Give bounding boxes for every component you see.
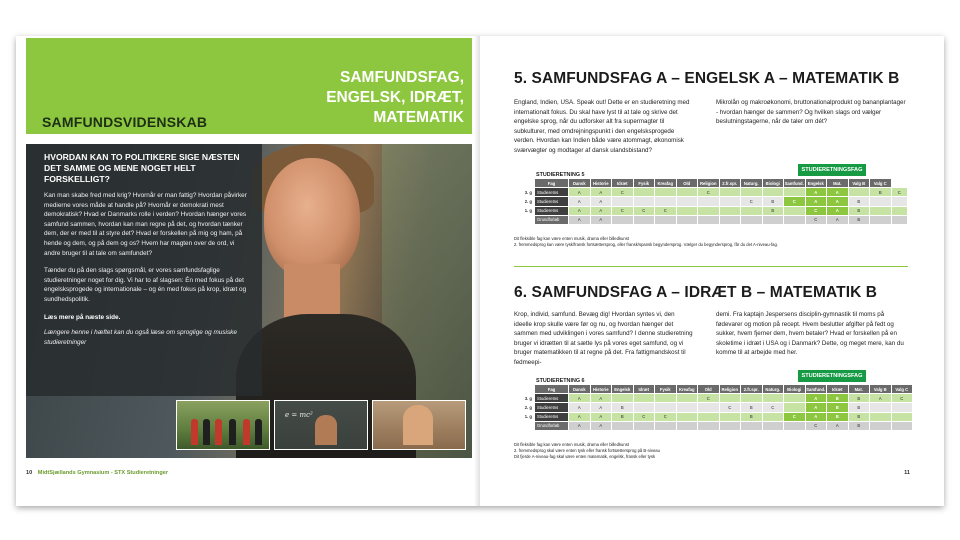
intro-text-box <box>26 144 262 396</box>
title-line: MATEMATIK <box>373 109 464 126</box>
column-header: Naturg. <box>741 179 763 188</box>
column-header: 2.fr.spr. <box>741 385 763 394</box>
table-cell <box>719 394 741 403</box>
table-cell <box>870 215 892 224</box>
row-field: Studieretns <box>535 188 569 197</box>
table-cell: A <box>569 215 591 224</box>
table-cell: C <box>741 197 763 206</box>
table-cell <box>719 206 741 215</box>
table-cell <box>870 421 892 430</box>
section5-column-1: England, Indien, USA. Speak out! Dette er en studieretning med internationalt fokus. Du skal have lyst til at tale og skrive det engelske sprog, når du udforsker alt fra supermagter til subkulturer, med omdrejningspunkt i den engelsksprogede verden. Hvordan kan Indien både være atommagt, økonomisk sværvægter og modtager af dansk ulandsbistand? <box>514 99 690 154</box>
table-cell <box>762 412 784 421</box>
table-note: 2. fremmedsprog skal være enten tysk eller fransk fortsættersprog på B-niveau <box>514 448 660 453</box>
table-cell: A <box>590 188 612 197</box>
column-header: Dansk <box>569 179 591 188</box>
column-header: Valg C <box>870 179 892 188</box>
table-cell <box>633 215 655 224</box>
table-cell: A <box>569 421 591 430</box>
table-cell <box>891 215 908 224</box>
table-cell <box>784 421 806 430</box>
table-cell <box>719 215 741 224</box>
table-cell: B <box>827 394 849 403</box>
table-cell: A <box>569 403 591 412</box>
table-cell <box>870 403 892 412</box>
table-note: Dit fleksible fag kan være enten musik, drama eller billedkunst <box>514 236 629 241</box>
table-cell: B <box>741 412 763 421</box>
table-cell <box>698 403 720 412</box>
table-cell: C <box>719 403 741 412</box>
subject-grid <box>514 178 908 225</box>
row-label: 3. g <box>515 188 535 197</box>
column-header: Fag <box>535 385 569 394</box>
table-cell <box>676 394 698 403</box>
table-badge: STUDIERETNINGSFAG <box>798 370 866 382</box>
table-cell: A <box>827 188 849 197</box>
intro-paragraph: Tænder du på den slags spørgsmål, er vores samfundsfaglige studieretninger noget for dig. Vi har to af slagsen: Én med fokus på det engelsksprogede og internationale – og én med fokus på krop, idræt og sundhedspolitik. <box>44 267 247 303</box>
table-cell <box>633 188 655 197</box>
column-header: Engelsk <box>612 385 634 394</box>
column-header: Idræt <box>612 179 634 188</box>
table-cell <box>698 412 720 421</box>
row-field: Grundforløb <box>535 215 569 224</box>
row-field: Grundforløb <box>535 421 569 430</box>
row-label <box>515 215 535 224</box>
table-cell <box>655 215 677 224</box>
row-field: Studieretns <box>535 403 569 412</box>
table-cell: C <box>784 412 806 421</box>
left-page <box>16 36 480 506</box>
table6-notes <box>514 442 660 460</box>
chalk-text: e = mc² <box>285 411 313 419</box>
table-cell: B <box>827 412 849 421</box>
table-cell <box>784 206 806 215</box>
table-cell <box>655 197 677 206</box>
table-cell <box>719 421 741 430</box>
column-header: Valg B <box>848 179 870 188</box>
intro-paragraph: Kan man skabe fred med krig? Hvornår er man fattig? Hvordan påvirker medierne vores måde at handle på? Hvornår er demokrati mest demokratisk? Hvad er Danmarks rolle i verden? Hvordan hænger vores samfund sammen, hvordan kan man regne på det, og hvordan tænker dem, der er med til at styre det? Hvad er forskellen på mig og ham, på hende og dem, og på dem og os? Hvem har magten over de ord, vi andre bruger til at tale om samfundet? <box>44 192 247 257</box>
table-cell: C <box>805 421 827 430</box>
table-cell <box>762 215 784 224</box>
table-cell: A <box>569 394 591 403</box>
table-cell <box>633 394 655 403</box>
column-header: 2.fr.spr. <box>719 179 741 188</box>
section-divider <box>514 266 908 267</box>
column-header: Valg C <box>891 385 913 394</box>
table-cell <box>655 421 677 430</box>
table-cell: A <box>805 403 827 412</box>
table-row <box>515 403 913 412</box>
table-cell <box>741 215 763 224</box>
table-cell <box>698 215 720 224</box>
table-cell: C <box>655 206 677 215</box>
table-cell <box>784 403 806 412</box>
section6-heading: 6. SAMFUNDSFAG A – IDRÆT B – MATEMATIK B <box>514 284 878 301</box>
table5-notes <box>514 236 778 248</box>
read-more-text: Læs mere på næste side. <box>44 313 121 321</box>
table-cell: B <box>848 412 870 421</box>
thumbnail-runners <box>176 400 270 450</box>
table-cell <box>784 394 806 403</box>
table-cell: A <box>590 394 612 403</box>
table-cell <box>698 197 720 206</box>
table-cell: A <box>590 403 612 412</box>
table-cell <box>719 412 741 421</box>
column-header: Samfund. <box>805 385 827 394</box>
row-field: Studieretns <box>535 206 569 215</box>
table-cell <box>891 197 908 206</box>
column-header: Historie <box>590 385 612 394</box>
table-cell: A <box>827 206 849 215</box>
table-cell: B <box>848 394 870 403</box>
row-label: 1. g <box>515 412 535 421</box>
table-cell <box>633 403 655 412</box>
green-header-band <box>26 38 472 134</box>
table-cell: B <box>848 215 870 224</box>
table-cell <box>612 215 634 224</box>
column-header: Dansk <box>569 385 591 394</box>
table-cell: C <box>633 412 655 421</box>
table-cell <box>676 215 698 224</box>
column-header: Samfund. <box>784 179 806 188</box>
table-cell: C <box>762 403 784 412</box>
footer-left <box>26 470 168 476</box>
table-cell: C <box>805 215 827 224</box>
table-cell: A <box>569 197 591 206</box>
table-row <box>515 394 913 403</box>
section6-column-2: demi. Fra kaptajn Jespersens disciplin-gymnastik til moms på fødevarer og motion på recept. Hvem beslutter afgifter på fedt og sukker, hvem fjerner dem, hvem betaler? Hvad er forskellen på en skoletime i idræt i USA og i Danmark? Dette, og meget mere, kan du komme til at arbejde med her. <box>716 311 904 357</box>
title-line: ENGELSK, IDRÆT, <box>326 89 464 106</box>
table-cell <box>676 197 698 206</box>
section-label: SAMFUNDSVIDENSKAB <box>42 114 208 130</box>
thumbnail-student-reading <box>372 400 466 450</box>
row-label: 1. g <box>515 206 535 215</box>
table-cell: A <box>590 412 612 421</box>
table-cell: B <box>848 197 870 206</box>
table-cell: A <box>805 412 827 421</box>
column-header: Old <box>698 385 720 394</box>
column-header: Historie <box>590 179 612 188</box>
table-cell: A <box>590 421 612 430</box>
column-header: Mat. <box>848 385 870 394</box>
table-cell <box>719 188 741 197</box>
table-cell: C <box>698 188 720 197</box>
table-note: Dit fleksible fag kan være enten musik, drama eller billedkunst <box>514 442 629 447</box>
table-cell <box>870 197 892 206</box>
row-field: Studieretns <box>535 394 569 403</box>
table-cell <box>891 412 913 421</box>
subject-grid <box>514 384 913 431</box>
column-header: Fysik <box>633 179 655 188</box>
table-cell: B <box>848 421 870 430</box>
footer-brand: MidtSjællands Gymnasium - STX Studieretninger <box>37 470 169 476</box>
table-header-row <box>515 385 913 394</box>
table-cell <box>870 206 892 215</box>
table-cell <box>633 421 655 430</box>
table-row <box>515 197 908 206</box>
table-cell: A <box>805 394 827 403</box>
table-cell: B <box>741 403 763 412</box>
column-header: Valg B <box>870 385 892 394</box>
row-label: 2. g <box>515 197 535 206</box>
table-cell: B <box>870 188 892 197</box>
table-badge: STUDIERETNINGSFAG <box>798 164 866 176</box>
table-cell: B <box>762 206 784 215</box>
column-header: Religion <box>719 385 741 394</box>
photo-face <box>264 158 360 278</box>
table-cell <box>741 188 763 197</box>
table-cell: B <box>827 403 849 412</box>
table-cell: A <box>569 188 591 197</box>
table-cell <box>741 394 763 403</box>
column-header: Old <box>676 179 698 188</box>
table-cell <box>612 421 634 430</box>
table-cell: C <box>655 412 677 421</box>
table-cell: A <box>569 412 591 421</box>
column-header: Engelsk <box>805 179 827 188</box>
table-cell: C <box>784 197 806 206</box>
table-cell: A <box>827 197 849 206</box>
column-header: Kreafag <box>655 179 677 188</box>
table-cell: A <box>590 215 612 224</box>
table-cell: C <box>633 206 655 215</box>
table-cell: A <box>805 188 827 197</box>
table-cell: C <box>891 188 908 197</box>
intro-heading: HVORDAN KAN TO POLITIKERE SIGE NÆSTEN DET SAMME OG MENE NOGET HELT FORSKELLIGT? <box>44 152 240 184</box>
title-line: SAMFUNDSFAG, <box>340 69 464 86</box>
table-row <box>515 421 913 430</box>
column-header: Kreafag <box>676 385 698 394</box>
table-cell: C <box>698 394 720 403</box>
table-cell <box>762 421 784 430</box>
table-cell <box>676 412 698 421</box>
table-cell: A <box>805 197 827 206</box>
table-cell: A <box>827 421 849 430</box>
table-cell <box>676 403 698 412</box>
table-row <box>515 206 908 215</box>
table-cell: A <box>569 206 591 215</box>
table-cell <box>741 206 763 215</box>
table-caption: STUDIERETNING 5 <box>536 172 585 178</box>
row-label: 2. g <box>515 403 535 412</box>
table-cell: C <box>612 206 634 215</box>
table-cell: B <box>848 403 870 412</box>
page-number-left: 10 <box>26 470 33 476</box>
section5-column-2: Mikrolån og makroøkonomi, bruttonationalprodukt og bananplantager - hvordan hænger de sammen? Og hvilken slags ord vælger beslutningstagerne, når de taler om dét? <box>716 99 906 126</box>
table-cell: A <box>827 215 849 224</box>
row-label <box>515 421 535 430</box>
column-header: Naturg. <box>762 385 784 394</box>
table-cell: A <box>870 394 892 403</box>
table-row <box>515 215 908 224</box>
intro-note: Længere henne i hæftet kan du også læse om sproglige og musiske studieretninger <box>44 329 237 346</box>
table-note: 2. fremmedsprog kan være tysk/fransk fortsættersprog, eller fransk/spansk begyndersprog. Vælger du begyndersprog, får du det A-niveau-fag. <box>514 242 778 247</box>
column-header: Fysik <box>655 385 677 394</box>
brochure-spread <box>16 36 944 506</box>
table-cell <box>762 394 784 403</box>
table-cell <box>891 206 908 215</box>
column-header: Fag <box>535 179 569 188</box>
column-header: Mat. <box>827 179 849 188</box>
table-header-row <box>515 179 908 188</box>
table-row <box>515 412 913 421</box>
table-cell <box>698 421 720 430</box>
row-field: Studieretns <box>535 412 569 421</box>
table-row <box>515 188 908 197</box>
page-number-right: 11 <box>904 470 910 476</box>
table-cell <box>719 197 741 206</box>
table-note: Dit fjerde A-niveau-fag skal være enten matematik, engelsk, fransk eller tysk <box>514 454 656 459</box>
table-cell <box>612 394 634 403</box>
table-cell <box>633 197 655 206</box>
table-caption: STUDIERETNING 6 <box>536 378 585 384</box>
table-cell <box>676 421 698 430</box>
table-cell <box>848 188 870 197</box>
table-cell: C <box>805 206 827 215</box>
table-cell <box>676 188 698 197</box>
section6-column-1: Krop, individ, samfund. Bevæg dig! Hvordan syntes vi, den ideelle krop skulle være før og nu, og hvordan hænger det sammen med udviklingen i vores samfund? I denne studieretning bruger vi idrætten til at sætte lys på vores eget samfund, og vi bruger matematikken til at regne på det. Fra fattigmandskost til fedmeepi- <box>514 311 693 366</box>
thumbnail-blackboard <box>274 400 368 450</box>
table-cell: C <box>612 188 634 197</box>
column-header: Idræt <box>633 385 655 394</box>
table-cell <box>741 421 763 430</box>
page-title <box>326 68 464 128</box>
table-cell: A <box>590 197 612 206</box>
section5-heading: 5. SAMFUNDSFAG A – ENGELSK A – MATEMATIK B <box>514 70 900 87</box>
table-cell <box>655 403 677 412</box>
row-field: Studieretns <box>535 197 569 206</box>
table-cell <box>655 394 677 403</box>
table-cell <box>655 188 677 197</box>
table-cell <box>784 215 806 224</box>
right-page <box>480 36 944 506</box>
column-header: Idræt <box>827 385 849 394</box>
table-cell <box>698 206 720 215</box>
table-cell: C <box>891 394 913 403</box>
table-cell: B <box>612 403 634 412</box>
table-cell <box>891 421 913 430</box>
table-cell <box>676 206 698 215</box>
table-cell <box>784 188 806 197</box>
table-cell <box>612 197 634 206</box>
table-cell <box>762 188 784 197</box>
table-cell: A <box>590 206 612 215</box>
column-header: Religion <box>698 179 720 188</box>
column-header: Biologi <box>762 179 784 188</box>
table-studieretning-5 <box>514 164 908 264</box>
table-cell: B <box>848 206 870 215</box>
column-header: Biologi <box>784 385 806 394</box>
row-label: 3. g <box>515 394 535 403</box>
table-cell <box>891 403 913 412</box>
table-cell <box>870 412 892 421</box>
table-cell: B <box>762 197 784 206</box>
table-cell: B <box>612 412 634 421</box>
